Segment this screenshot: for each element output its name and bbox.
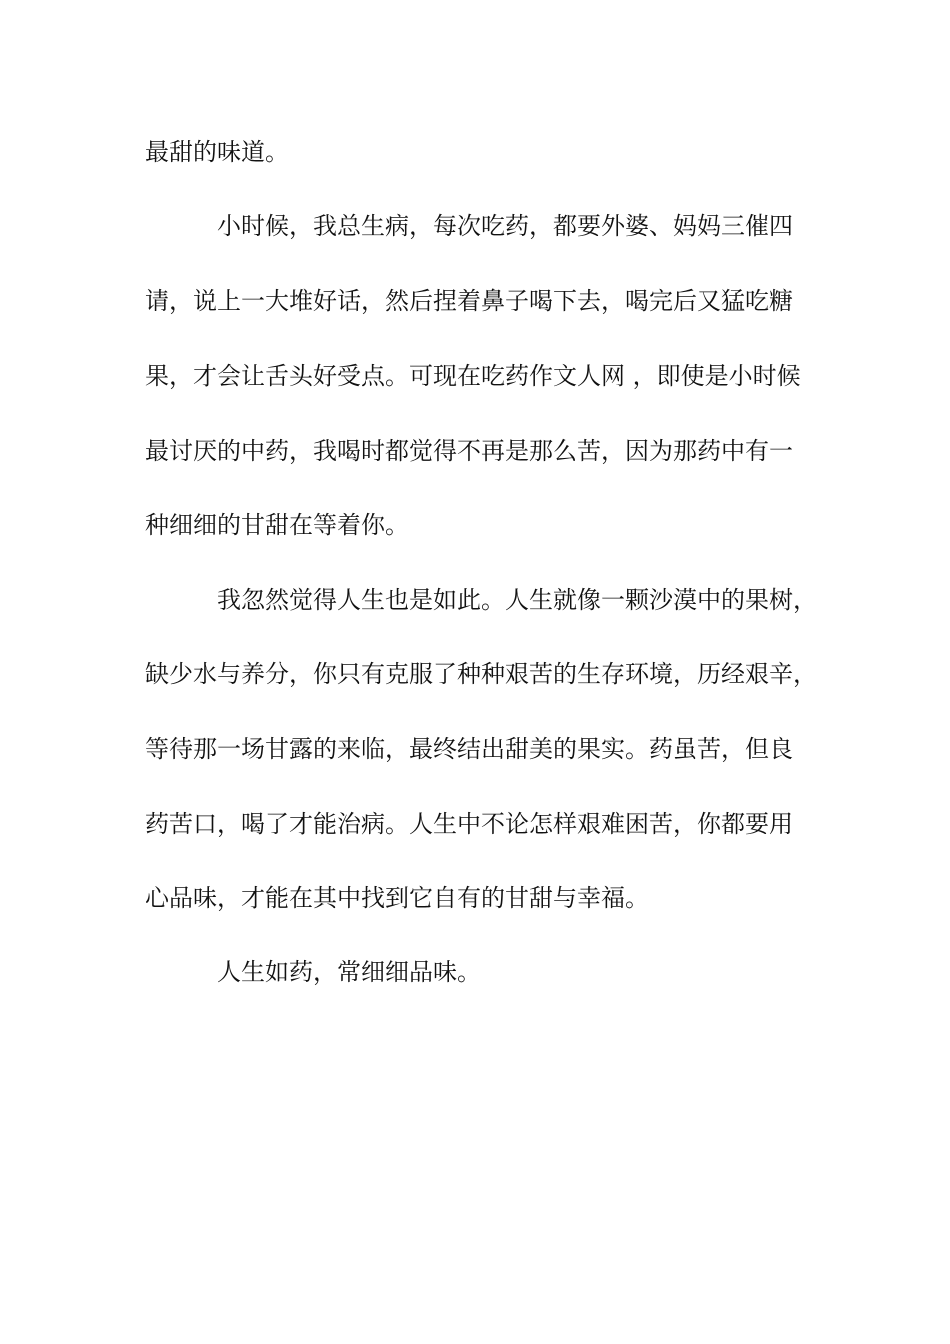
paragraph-2-line-3: 果，才会让舌头好受点。可现在吃药作文人网 ，即使是小时候 [145, 362, 801, 390]
paragraph-3-line-1: 我忽然觉得人生也是如此。人生就像一颗沙漠中的果树， [217, 586, 817, 614]
paragraph-4-line-1: 人生如药，常细细品味。 [217, 958, 481, 986]
paragraph-2-line-4: 最讨厌的中药，我喝时都觉得不再是那么苦，因为那药中有一 [145, 437, 793, 465]
paragraph-3-line-3: 等待那一场甘露的来临，最终结出甜美的果实。药虽苦，但良 [145, 735, 793, 763]
paragraph-1-line-1: 最甜的味道。 [145, 138, 289, 166]
paragraph-2-line-5: 种细细的甘甜在等着你。 [145, 511, 409, 539]
paragraph-2-line-1: 小时候，我总生病，每次吃药，都要外婆、妈妈三催四 [217, 212, 793, 240]
paragraph-3-line-2: 缺少水与养分，你只有克服了种种艰苦的生存环境，历经艰辛， [145, 660, 817, 688]
paragraph-3-line-5: 心品味，才能在其中找到它自有的甘甜与幸福。 [145, 884, 649, 912]
paragraph-2-line-2: 请，说上一大堆好话，然后捏着鼻子喝下去，喝完后又猛吃糖 [145, 287, 793, 315]
paragraph-3-line-4: 药苦口，喝了才能治病。人生中不论怎样艰难困苦，你都要用 [145, 810, 793, 838]
